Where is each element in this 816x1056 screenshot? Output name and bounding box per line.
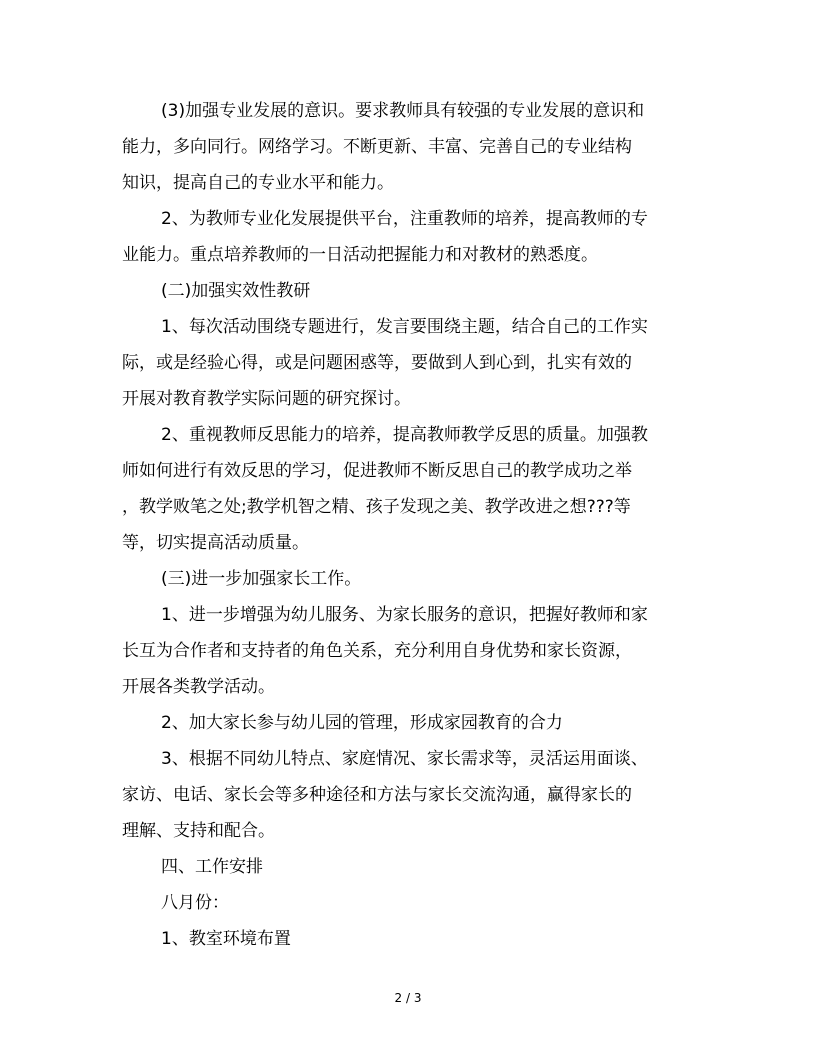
document-body	[122, 93, 694, 957]
text-line: 2、为教师专业化发展提供平台，注重教师的培养，提高教师的专	[161, 209, 648, 229]
paragraph	[122, 201, 694, 273]
paragraph	[122, 273, 694, 309]
text-line: 八月份：	[161, 893, 229, 913]
paragraph	[122, 741, 694, 849]
paragraph	[122, 417, 694, 561]
paragraph	[122, 309, 694, 417]
text-line: 际，或是经验心得，或是问题困惑等，要做到人到心到，扎实有效的	[122, 353, 632, 373]
text-line: 2、重视教师反思能力的培养，提高教师教学反思的质量。加强教	[161, 425, 648, 445]
text-line: 四、工作安排	[161, 857, 263, 877]
text-line: 能力，多向同行。网络学习。不断更新、丰富、完善自己的专业结构	[122, 137, 632, 157]
text-line: ，教学败笔之处;教学机智之精、孩子发现之美、教学改进之想???等	[122, 497, 631, 517]
text-line: 长互为合作者和支持者的角色关系，充分利用自身优势和家长资源，	[122, 641, 632, 661]
text-line: 开展对教育教学实际问题的研究探讨。	[122, 389, 411, 409]
text-line: 1、教室环境布置	[161, 929, 291, 949]
paragraph	[122, 597, 694, 705]
text-line: 理解、支持和配合。	[122, 821, 275, 841]
paragraph	[122, 561, 694, 597]
text-line: 3、根据不同幼儿特点、家庭情况、家长需求等，灵活运用面谈、	[161, 749, 648, 769]
page-number: 2 / 3	[394, 991, 422, 1005]
text-line: (三)进一步加强家长工作。	[161, 569, 362, 589]
text-line: (3)加强专业发展的意识。要求教师具有较强的专业发展的意识和	[161, 101, 645, 121]
text-line: 2、加大家长参与幼儿园的管理，形成家园教育的合力	[161, 713, 563, 733]
text-line: 知识，提高自己的专业水平和能力。	[122, 173, 394, 193]
text-line: 等，切实提高活动质量。	[122, 533, 309, 553]
text-line: (二)加强实效性教研	[161, 281, 311, 301]
paragraph	[122, 885, 694, 921]
text-line: 师如何进行有效反思的学习，促进教师不断反思自己的教学成功之举	[122, 461, 632, 481]
text-line: 开展各类教学活动。	[122, 677, 275, 697]
paragraph	[122, 705, 694, 741]
paragraph	[122, 93, 694, 201]
text-line: 家访、电话、家长会等多种途径和方法与家长交流沟通，赢得家长的	[122, 785, 632, 805]
paragraph	[122, 849, 694, 885]
paragraph	[122, 921, 694, 957]
text-line: 业能力。重点培养教师的一日活动把握能力和对教材的熟悉度。	[122, 245, 598, 265]
text-line: 1、每次活动围绕专题进行，发言要围绕主题，结合自己的工作实	[161, 317, 648, 337]
text-line: 1、进一步增强为幼儿服务、为家长服务的意识，把握好教师和家	[161, 605, 648, 625]
